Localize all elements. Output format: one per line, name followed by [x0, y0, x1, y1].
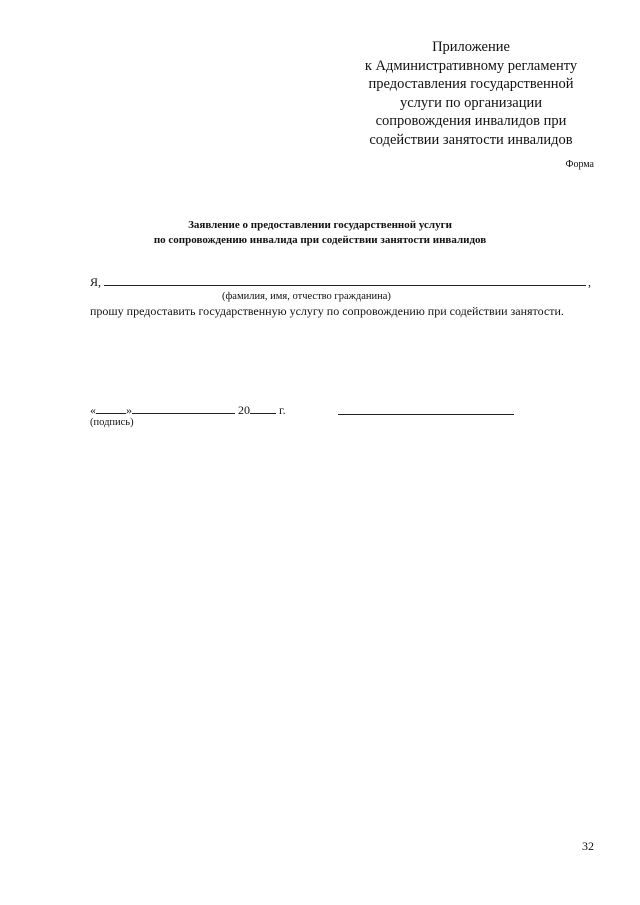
year-field[interactable] — [250, 402, 276, 414]
document-title — [0, 218, 640, 247]
request-text: прошу предоставить государственную услугу по сопровождению при содействии занятости. — [90, 304, 564, 318]
month-field[interactable] — [132, 402, 235, 414]
form-label: Форма — [565, 159, 594, 170]
title-line-1: Заявление о предоставлении государственной услуги — [188, 219, 452, 231]
applicant-name-caption: (фамилия, имя, отчество гражданина) — [222, 291, 391, 302]
appendix-header — [340, 38, 602, 150]
date-close-quote: » — [126, 403, 132, 417]
appendix-line: предоставления государственной — [368, 76, 574, 93]
appendix-line: содействии занятости инвалидов — [369, 131, 573, 148]
title-line-2: по сопровождению инвалида при содействии занятости инвалидов — [153, 233, 487, 246]
appendix-line: сопровождения инвалидов при — [375, 113, 567, 130]
appendix-line: к Административному регламенту — [364, 57, 578, 74]
date-row — [90, 402, 286, 418]
appendix-line: услуги по организации — [400, 94, 542, 111]
year-prefix: 20 — [238, 403, 250, 417]
applicant-suffix: , — [588, 275, 591, 289]
year-suffix: г. — [279, 403, 286, 417]
applicant-prefix: Я, — [90, 275, 102, 289]
signature-caption: (подпись) — [90, 417, 134, 428]
applicant-name-field[interactable] — [104, 285, 586, 286]
date-open-quote: « — [90, 403, 96, 417]
appendix-line: Приложение — [432, 39, 510, 55]
page-number: 32 — [582, 839, 594, 853]
day-field[interactable] — [96, 402, 126, 414]
signature-field[interactable] — [338, 414, 514, 415]
